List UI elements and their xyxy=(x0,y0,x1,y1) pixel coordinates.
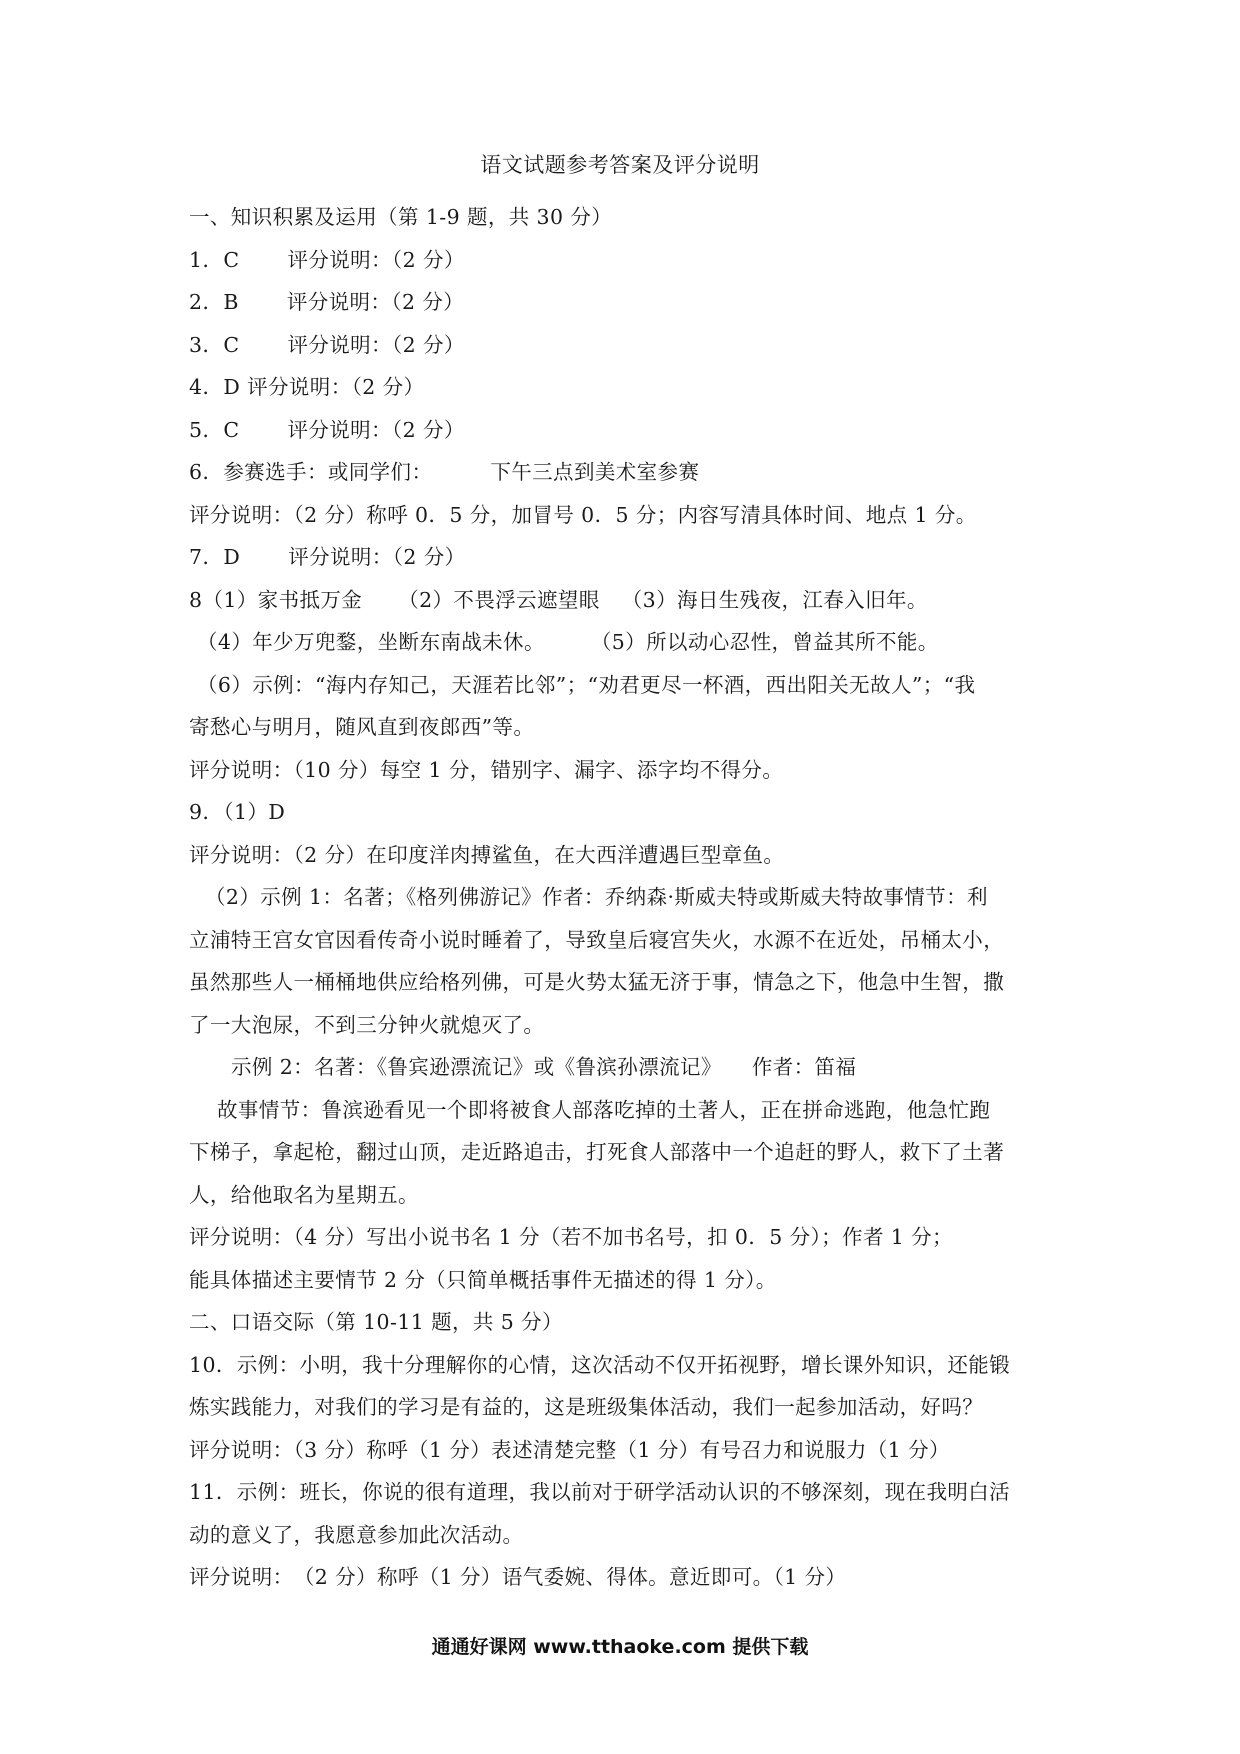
answer-q2-scoring: 评分说明：（2 分） xyxy=(286,290,465,314)
answer-q1-scoring: 评分说明：（2 分） xyxy=(287,247,465,272)
answer-q8-line4: 寄愁心与明月，随风直到夜郎西”等。 xyxy=(189,715,535,739)
answer-q3 xyxy=(189,324,1059,367)
answer-q8-line3: （6）示例：“海内存知己，天涯若比邻”；“劝君更尽一杯酒，西出阳关无故人”；“我 xyxy=(197,672,976,697)
answer-q9-example1-line1: （2）示例 1：名著；《格列佛游记》作者：乔纳森·斯威夫特或斯威夫特故事情节：利 xyxy=(205,885,988,909)
answer-q8-scoring: 评分说明：（10 分）每空 1 分，错别字、漏字、添字均不得分。 xyxy=(189,757,784,782)
answer-q10-line2: 炼实践能力，对我们的学习是有益的，这是班级集体活动，我们一起参加活动，好吗？ xyxy=(189,1395,984,1419)
answer-q8-1: 8（1）家书抵万金 xyxy=(189,587,363,612)
section-heading-1: 一、知识积累及运用（第 1-9 题，共 30 分） xyxy=(189,205,613,229)
answer-q10-scoring: 评分说明：（3 分）称呼（1 分）表述清楚完整（1 分）有号召力和说服力（1 分） xyxy=(189,1437,950,1462)
answer-q7-choice: 7．D xyxy=(189,545,241,569)
answer-q8-line1 xyxy=(189,579,1059,622)
answer-q3-choice: 3．C xyxy=(189,332,240,357)
answer-q8-5: （5）所以动心忍性，曾益其所不能。 xyxy=(590,630,939,654)
page-footer-source: 通通好课网 www.tthaoke.com 提供下载 xyxy=(431,1636,809,1658)
answer-q11-scoring: 评分说明： （2 分）称呼（1 分）语气委婉、得体。意近即可。（1 分） xyxy=(189,1565,847,1589)
answer-q6-scoring: 评分说明：（2 分）称呼 0．5 分，加冒号 0．5 分；内容写清具体时间、地点 1 分。 xyxy=(189,502,977,527)
answer-q9-example1-line4: 了一大泡尿，不到三分钟火就熄灭了。 xyxy=(189,1012,545,1037)
answer-q5 xyxy=(189,409,1059,452)
answer-q1 xyxy=(189,239,1059,282)
answer-q8-line2 xyxy=(189,621,1059,664)
answer-q8-4: （4）年少万兜鍪，坐断东南战未休。 xyxy=(197,630,545,654)
answer-q9-example2-line3: 下梯子，拿起枪，翻过山顶，走近路追击，打死食人部落中一个追赶的野人，救下了土著 xyxy=(189,1140,1005,1164)
section-heading-2: 二、口语交际（第 10-11 题，共 5 分） xyxy=(189,1310,563,1334)
answer-q9-example2-line2: 故事情节：鲁滨逊看见一个即将被食人部落吃掉的土著人，正在拼命逃跑，他急忙跑 xyxy=(217,1097,991,1122)
answer-q4: 4．D 评分说明：（2 分） xyxy=(189,375,425,399)
answer-q6-greeting: 6．参赛选手：或同学们： xyxy=(189,460,433,484)
answer-q9-example2-author: 作者：笛福 xyxy=(751,1055,857,1079)
page-title: 语文试题参考答案及评分说明 xyxy=(480,153,760,177)
answer-q9-scoring-line2: 能具体描述主要情节 2 分（只简单概括事件无描述的得 1 分）。 xyxy=(189,1267,777,1292)
answer-q10-line1: 10．示例：小明，我十分理解你的心情，这次活动不仅开拓视野，增长课外知识，还能锻 xyxy=(189,1352,1011,1377)
answer-q2 xyxy=(189,281,1059,324)
answer-q11-line2: 动的意义了，我愿意参加此次活动。 xyxy=(189,1522,524,1547)
answer-q9-part1-scoring: 评分说明：（2 分）在印度洋肉搏鲨鱼，在大西洋遭遇巨型章鱼。 xyxy=(189,842,785,867)
answer-q3-scoring: 评分说明：（2 分） xyxy=(287,332,465,357)
answer-q11-line1: 11．示例：班长，你说的很有道理，我以前对于研学活动认识的不够深刻，现在我明白活 xyxy=(189,1480,1011,1504)
answer-q1-choice: 1．C xyxy=(189,247,240,272)
answer-q9-example1-line2: 立浦特王宫女官因看传奇小说时睡着了，导致皇后寝宫失火，水源不在近处，吊桶太小， xyxy=(189,927,1005,952)
answer-q8-2: （2）不畏浮云遮望眼 xyxy=(398,587,600,612)
answer-q5-scoring: 评分说明：（2 分） xyxy=(287,417,465,442)
answer-q9-example2-book: 示例 2：名著：《鲁宾逊漂流记》或《鲁滨孙漂流记》 xyxy=(231,1055,722,1079)
document-body xyxy=(189,196,1059,1599)
answer-q7-scoring: 评分说明：（2 分） xyxy=(288,545,466,569)
answer-q9-part1: 9．（1）D xyxy=(189,800,286,824)
answer-q5-choice: 5．C xyxy=(189,417,240,442)
answer-q9-example2-line4: 人，给他取名为星期五。 xyxy=(189,1182,419,1207)
answer-q8-3: （3）海日生残夜，江春入旧年。 xyxy=(621,587,928,612)
answer-q9-scoring-line1: 评分说明：（4 分）写出小说书名 1 分（若不加书名号，扣 0．5 分）；作者 1 分； xyxy=(189,1225,953,1249)
answer-q9-example2-line1 xyxy=(189,1046,1059,1089)
answer-q6 xyxy=(189,451,1059,494)
answer-q6-content: 下午三点到美术室参赛 xyxy=(490,460,700,484)
answer-q9-example1-line3: 虽然那些人一桶桶地供应给格列佛，可是火势太猛无济于事，情急之下，他急中生智，撒 xyxy=(189,970,1005,994)
answer-q2-choice: 2．B xyxy=(189,290,239,314)
answer-q7 xyxy=(189,536,1059,579)
